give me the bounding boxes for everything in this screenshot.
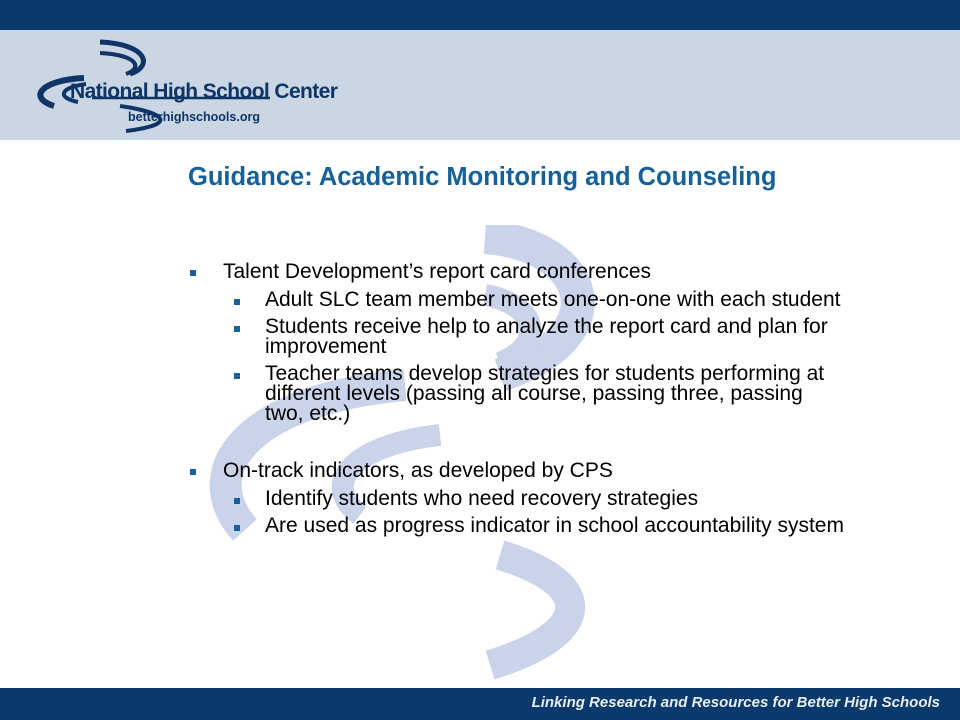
subbullet-text: Identify students who need recovery strategies: [265, 487, 699, 510]
brand-name: National High School Center: [70, 80, 338, 103]
bullet-square-icon: [234, 299, 240, 305]
subbullet-text: Teacher teams develop strategies for students performing at different levels (passing all course, passing three, passing two, etc.): [265, 362, 825, 425]
bullet-square-icon: [234, 373, 240, 379]
bullet-text: Talent Development’s report card conferences: [223, 260, 652, 283]
subbullet-analyze-report-card: [186, 317, 846, 357]
subbullet-progress-indicator: [186, 516, 846, 536]
subbullet-recovery-strategies: [186, 489, 846, 509]
bullet-square-icon: [190, 270, 196, 276]
subbullet-teacher-teams: [186, 364, 846, 424]
bullet-on-track-indicators: [186, 460, 846, 482]
subbullet-one-on-one: [186, 290, 846, 310]
slide-title: Guidance: Academic Monitoring and Counseling: [188, 163, 777, 191]
bullet-text: On-track indicators, as developed by CPS: [223, 459, 613, 482]
bullet-talent-development: [186, 261, 846, 283]
footer-bar: [0, 688, 960, 720]
bullet-square-icon: [234, 326, 240, 332]
bullet-square-icon: [234, 525, 240, 531]
top-bar: [0, 0, 960, 30]
slide-content: [186, 255, 846, 536]
bullet-square-icon: [190, 469, 196, 475]
subbullet-text: Students receive help to analyze the report card and plan for improvement: [265, 315, 828, 358]
brand-website: betterhighschools.org: [128, 110, 260, 124]
bullet-square-icon: [234, 498, 240, 504]
subbullet-text: Adult SLC team member meets one-on-one with each student: [265, 288, 841, 311]
subbullet-text: Are used as progress indicator in school accountability system: [265, 514, 844, 537]
footer-tagline: Linking Research and Resources for Better High Schools: [531, 694, 940, 711]
section-gap: [186, 424, 846, 454]
